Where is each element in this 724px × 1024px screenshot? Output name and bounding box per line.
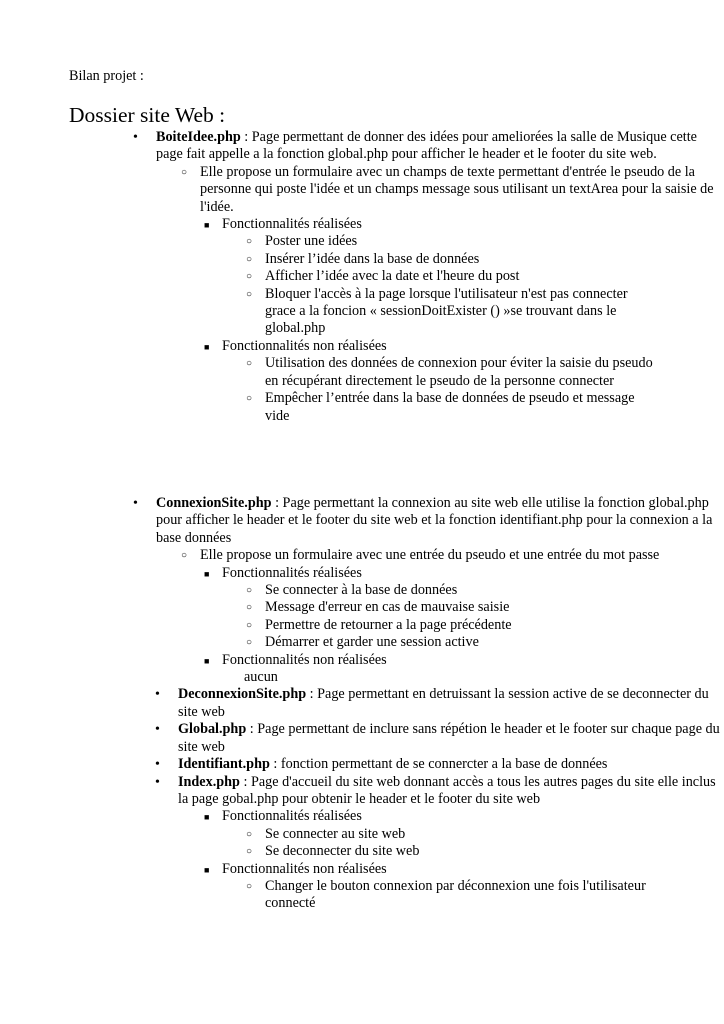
list-item: ○ Démarrer et garder une session active	[246, 634, 479, 651]
list-item-none: aucun	[244, 669, 278, 686]
file-name: Identifiant.php	[178, 756, 270, 773]
list-item-todo-label: ■ Fonctionnalités non réalisées	[69, 338, 723, 355]
bullet-square-icon: ■	[204, 568, 210, 579]
bullet-circle-icon: ○	[246, 602, 253, 614]
list-item-global	[69, 721, 723, 756]
file-name: DeconnexionSite.php	[178, 686, 307, 703]
list-item-todo-label: ■ Fonctionnalités non réalisées	[69, 652, 723, 669]
file-name: Global.php	[178, 721, 247, 738]
file-description: : Page permettant de inclure sans répétion le header et le footer sur chaque page du site web	[178, 721, 720, 755]
boite-section	[69, 129, 723, 425]
bullet-circle-icon: ○	[246, 271, 253, 283]
bullet-circle-icon: ○	[246, 358, 253, 370]
bullet-square-icon: ■	[204, 655, 210, 666]
bullet-circle-icon: ○	[246, 619, 253, 631]
bullet-disc-icon: •	[155, 687, 160, 703]
connexion-section	[69, 495, 723, 913]
bullet-circle-icon: ○	[246, 253, 253, 265]
list-item: ○ Se connecter au site web	[246, 825, 406, 842]
list-item-deconnexionsite	[69, 686, 723, 721]
bullet-disc-icon: •	[133, 130, 138, 145]
list-item: ○ Se deconnecter du site web	[246, 843, 420, 860]
bullet-circle-icon: ○	[246, 393, 253, 405]
page-title: Dossier site Web :	[69, 103, 226, 127]
bullet-circle-icon: ○	[246, 585, 253, 597]
bullet-disc-icon: •	[133, 496, 138, 511]
bullet-circle-icon: ○	[246, 880, 253, 892]
bullet-circle-icon: ○	[246, 288, 253, 300]
bullet-circle-icon: ○	[246, 637, 253, 649]
bullet-circle-icon: ○	[181, 550, 188, 562]
list-item-index	[69, 774, 723, 809]
list-item-identifiant	[69, 756, 723, 773]
bullet-circle-icon: ○	[246, 236, 253, 248]
list-item-connexionsite	[69, 495, 723, 547]
file-description: : Page d'accueil du site web donnant accès a tous les autres pages du site elle inclus la page gobal.php pour obtenir le header et le footer du site web	[178, 773, 716, 807]
bullet-circle-icon: ○	[181, 166, 188, 178]
bullet-circle-icon: ○	[246, 828, 253, 840]
bullet-circle-icon: ○	[246, 846, 253, 858]
bullet-square-icon: ■	[204, 864, 210, 875]
file-description: : Page permettant la connexion au site web elle utilise la fonction global.php pour afficher le header et le footer du site web et la fonction identifiant.php pour la connexion a la base données	[156, 495, 713, 546]
list-item: ○ Changer le bouton connexion par déconnexion une fois l'utilisateur connecté	[246, 877, 646, 912]
bilan-heading: Bilan projet :	[69, 68, 144, 84]
list-item: ○ Utilisation des données de connexion pour éviter la saisie du pseudo en récupérant directement le pseudo de la personne connecter	[246, 355, 653, 389]
list-item: ○ Bloquer l'accès à la page lorsque l'utilisateur n'est pas connecter grace a la foncion « sessionDoitExister () »se trouvant dans le global.php	[246, 285, 628, 337]
bullet-disc-icon: •	[155, 757, 160, 773]
list-item-done-label: ■ Fonctionnalités réalisées	[69, 565, 723, 582]
bullet-disc-icon: •	[155, 774, 160, 790]
list-item-todo-label: ■ Fonctionnalités non réalisées	[69, 861, 723, 878]
file-description: : Page permettant en detruissant la session active de se deconnecter du site web	[178, 686, 709, 720]
bullet-square-icon: ■	[204, 341, 210, 352]
list-item: ○ Message d'erreur en cas de mauvaise saisie	[246, 599, 510, 616]
file-description: : Page permettant de donner des idées pour ameliorées la salle de Musique cette page fait appelle a la fonction global.php pour afficher le header et le footer du site web.	[156, 129, 697, 163]
list-item: ○ Permettre de retourner a la page précédente	[246, 616, 512, 633]
file-name: ConnexionSite.php	[156, 495, 272, 511]
list-item: ○ Se connecter à la base de données	[246, 582, 458, 599]
list-item: ○ Empêcher l’entrée dans la base de données de pseudo et message vide	[246, 390, 635, 424]
list-item-boiteidee	[69, 129, 723, 164]
list-item-form-description: ○ Elle propose un formulaire avec un champs de texte permettant d'entrée le pseudo de la personne qui poste l'idée et un champs message sous utilisant un textArea pour la saisie de l'idée.	[181, 163, 714, 215]
list-item-done-label: ■ Fonctionnalités réalisées	[69, 216, 723, 233]
bullet-square-icon: ■	[204, 220, 210, 231]
list-item: ○ Afficher l’idée avec la date et l'heure du post	[246, 268, 520, 285]
list-item-form-description: ○ Elle propose un formulaire avec une entrée du pseudo et une entrée du mot passe	[181, 547, 660, 564]
bullet-disc-icon: •	[155, 722, 160, 738]
file-description: : fonction permettant de se connercter a la base de données	[269, 756, 608, 773]
list-item-done-label: ■ Fonctionnalités réalisées	[69, 808, 723, 825]
file-name: BoiteIdee.php	[156, 129, 241, 145]
list-item: ○ Insérer l’idée dans la base de données	[246, 250, 480, 267]
file-name: Index.php	[178, 773, 240, 790]
list-item: ○ Poster une idées	[246, 233, 358, 250]
bullet-square-icon: ■	[204, 812, 210, 823]
